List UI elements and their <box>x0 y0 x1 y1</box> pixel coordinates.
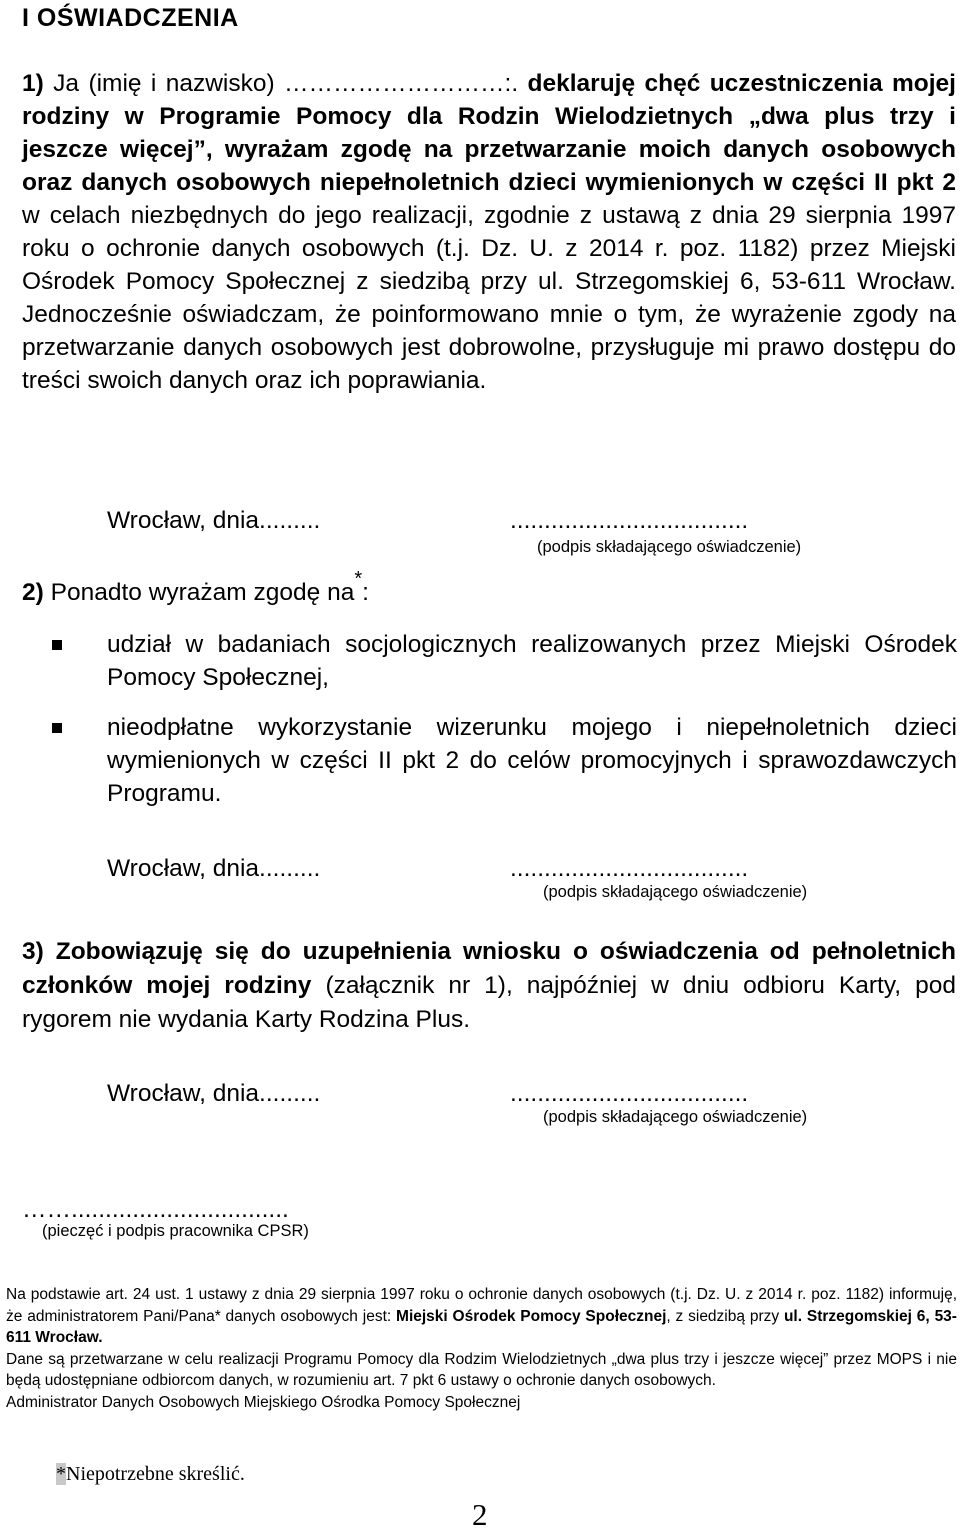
para1-declaration: deklaruję chęć uczestniczenia mojej rodziny w Programie Pomocy dla Rodzin Wielodzietnych „dwa plus trzy i jeszcze więcej”, wyrażam zgodę na przetwarzanie moich danych osobowych oraz danych osobowych niepełnoletnich dzieci wymienionych w części II pkt 2 <box>22 70 956 196</box>
worker-signature-line[interactable]: ……................................ <box>22 1196 289 1223</box>
signature-caption-2: (podpis składającego oświadczenie) <box>543 883 808 901</box>
place-date-2[interactable]: Wrocław, dnia......... <box>107 855 321 882</box>
para2-text: Ponadto wyrażam zgodę na <box>50 579 355 607</box>
section-heading: I OŚWIADCZENIA <box>22 4 239 32</box>
footnote-mark: * <box>56 1463 66 1485</box>
signature-line-3[interactable]: ................................... <box>510 1080 749 1107</box>
bullet-square-icon <box>52 723 62 733</box>
name-label: (imię i nazwisko) <box>88 70 275 97</box>
paragraph-2 <box>22 568 369 607</box>
bullet-square-icon <box>52 640 62 650</box>
footer-admin-address: ul. Strzegomskiej 6, 53-611 Wrocław. <box>6 1307 957 1346</box>
para3-details: (załącznik nr 1), najpóźniej w dniu odbioru Karty, pod rygorem nie wydania Karty Rodzina Plus. <box>22 972 956 1033</box>
footer-info <box>6 1284 957 1413</box>
place-date-3[interactable]: Wrocław, dnia......... <box>107 1080 321 1107</box>
footnote-text: Niepotrzebne skreślić. <box>66 1463 245 1485</box>
footer-paragraph-1 <box>6 1284 957 1349</box>
para1-details: w celach niezbędnych do jego realizacji, zgodnie z ustawą z dnia 29 sierpnia 1997 roku o ochronie danych osobowych (t.j. Dz. U. z 2014 r. poz. 1182) przez Miejski Ośrodek Pomocy Społecznej z siedzibą przy ul. Strzegomskiej 6, 53-611 Wrocław. Jednocześnie oświadczam, że poinformowano mnie o tym, że wyrażenie zgody na przetwarzanie danych osobowych jest dobrowolne, przysługuje mi prawo dostępu do treści swoich danych oraz ich poprawiania. <box>22 202 956 394</box>
footer-text-1: Na podstawie art. 24 ust. 1 ustawy z dnia 29 sierpnia 1997 roku o ochronie danych osobowych (t.j. Dz. U. z 2014 r. poz. 1182) informuję, że administratorem Pani/Pana* danych osobowych jest: <box>6 1286 957 1325</box>
signature-caption-3: (podpis składającego oświadczenie) <box>543 1108 808 1126</box>
signature-line-1[interactable]: ................................... <box>510 507 749 534</box>
para2-number: 2) <box>22 579 44 607</box>
name-blank[interactable]: ………………………:. <box>284 70 519 97</box>
para3-obligation: 3) Zobowiązuję się do uzupełnienia wniosku o oświadczenia od pełnoletnich członków mojej rodziny <box>22 938 956 999</box>
footer-admin-name: Miejski Ośrodek Pomocy Społecznej <box>396 1307 667 1325</box>
place-date-1[interactable]: Wrocław, dnia......... <box>107 507 321 534</box>
worker-signature-caption: (pieczęć i podpis pracownika CPSR) <box>42 1222 309 1240</box>
page-number: 2 <box>472 1497 488 1532</box>
footer-paragraph-3: Administrator Danych Osobowych Miejskiego Ośrodka Pomocy Społecznej <box>6 1393 521 1411</box>
consent-item-research: udział w badaniach socjologicznych realizowanych przez Miejski Ośrodek Pomocy Społecznej, <box>107 631 957 691</box>
para1-number: 1) <box>22 70 44 97</box>
signature-caption-1: (podpis składającego oświadczenie) <box>537 538 802 556</box>
signature-line-2[interactable]: ................................... <box>510 855 749 882</box>
paragraph-1 <box>22 67 956 397</box>
para2-colon: : <box>362 579 369 607</box>
footnote <box>56 1463 245 1486</box>
paragraph-3 <box>22 935 956 1037</box>
footnote-star: * <box>354 568 363 590</box>
consent-item-image: nieodpłatne wykorzystanie wizerunku mojego i niepełnoletnich dzieci wymienionych w części II pkt 2 do celów promocyjnych i sprawozdawczych Programu. <box>107 714 957 807</box>
footer-text-mid: , z siedzibą przy <box>666 1307 780 1325</box>
para1-ja: Ja <box>53 70 80 97</box>
footer-paragraph-2: Dane są przetwarzane w celu realizacji Programu Pomocy dla Rodzim Wielodzietnych „dwa plus trzy i jeszcze więcej” przez MOPS i nie będą udostępniane odbiorcom danych, w rozumieniu art. 7 pkt 6 ustawy o ochronie danych osobowych. <box>6 1350 957 1389</box>
